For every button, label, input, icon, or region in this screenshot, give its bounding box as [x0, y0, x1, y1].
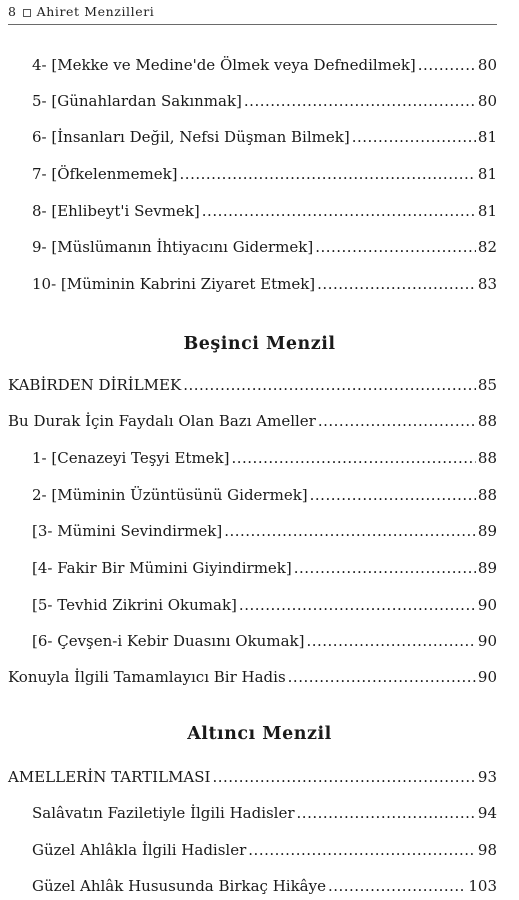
toc-entry-page: 83: [477, 275, 497, 293]
leader-dots: [231, 449, 475, 467]
leader-dots: [315, 238, 476, 256]
toc-entry-title: Güzel Ahlâkla İlgili Hadisler: [32, 841, 247, 859]
toc-entry-page: 82: [477, 238, 497, 256]
leader-dots: [244, 92, 476, 110]
book-title: Ahiret Menzilleri: [36, 4, 155, 19]
toc-entry-title: 9- [Müslümanın İhtiyacını Gidermek]: [32, 238, 314, 256]
toc-entry-title: 5- [Günahlardan Sakınmak]: [32, 92, 242, 110]
toc-entry-title: Salâvatın Faziletiyle İlgili Hadisler: [32, 804, 295, 822]
toc-entry-title: [6- Çevşen-i Kebir Duasını Okumak]: [32, 632, 305, 650]
toc-entry-title: 10- [Müminin Kabrini Ziyaret Etmek]: [32, 275, 316, 293]
toc-entry-page: 98: [477, 841, 497, 859]
toc-entry-page: 80: [477, 56, 497, 74]
toc-entry-title: Güzel Ahlâk Hususunda Birkaç Hikâye: [32, 877, 326, 895]
leader-dots: [288, 668, 476, 686]
toc-entry-page: 94: [477, 804, 497, 822]
leader-dots: [328, 877, 466, 895]
toc-entry[interactable]: [0, 161, 497, 183]
toc-entry-page: 88: [477, 486, 497, 504]
toc-entry-title: 2- [Müminin Üzüntüsünü Gidermek]: [32, 486, 308, 504]
leader-dots: [297, 804, 476, 822]
toc-entry-page: 81: [477, 128, 497, 146]
toc-entry-title: 8- [Ehlibeyt'i Sevmek]: [32, 202, 200, 220]
toc-entry-page: 89: [477, 522, 497, 540]
toc-entry-page: 80: [477, 92, 497, 110]
toc-entry[interactable]: [0, 837, 497, 859]
toc-entry[interactable]: [0, 628, 497, 650]
toc-entry[interactable]: [0, 198, 497, 220]
toc-entry[interactable]: [0, 482, 497, 504]
running-header: [8, 4, 497, 25]
leader-dots: [248, 841, 476, 859]
toc-entry-title: Konuyla İlgili Tamamlayıcı Bir Hadis: [8, 668, 286, 686]
toc-entry[interactable]: [0, 372, 497, 394]
toc-entry[interactable]: [0, 445, 497, 467]
toc-entry-page: 81: [477, 165, 497, 183]
toc-entry-page: 93: [477, 768, 497, 786]
toc-entry-page: 89: [477, 559, 497, 577]
toc-entry-page: 103: [468, 877, 497, 895]
toc-entry-title: Bu Durak İçin Faydalı Olan Bazı Ameller: [8, 412, 316, 430]
toc-entry-title: 4- [Mekke ve Medine'de Ölmek veya Defnedilmek]: [32, 56, 416, 74]
toc-entry[interactable]: [0, 664, 497, 686]
toc-entry-page: 90: [477, 596, 497, 614]
toc-entry-page: 85: [477, 376, 497, 394]
toc-entry[interactable]: [0, 555, 497, 577]
leader-dots: [352, 128, 476, 146]
leader-dots: [306, 632, 475, 650]
toc-entry-title: 7- [Öfkelenmemek]: [32, 165, 178, 183]
toc-entry[interactable]: [0, 800, 497, 822]
toc-entry[interactable]: [0, 764, 497, 786]
toc-entry-title: [5- Tevhid Zikrini Okumak]: [32, 596, 237, 614]
toc-entry-title: KABİRDEN DİRİLMEK: [8, 376, 182, 394]
toc-entry-page: 90: [477, 668, 497, 686]
toc-entry[interactable]: [0, 124, 497, 146]
toc-entry[interactable]: [0, 408, 497, 430]
section-heading: Beşinci Menzil: [183, 334, 336, 354]
toc-entry[interactable]: [0, 234, 497, 256]
toc-entry[interactable]: [0, 518, 497, 540]
toc-entry[interactable]: [0, 873, 497, 895]
leader-dots: [224, 522, 476, 540]
leader-dots: [239, 596, 476, 614]
toc-entry[interactable]: [0, 271, 497, 293]
toc-entry-page: 88: [477, 412, 497, 430]
square-separator-icon: [23, 9, 31, 17]
leader-dots: [418, 56, 476, 74]
leader-dots: [180, 165, 476, 183]
toc-entry-title: [4- Fakir Bir Mümini Giyindirmek]: [32, 559, 292, 577]
section-heading: Altıncı Menzil: [187, 724, 332, 744]
toc-entry-page: 88: [477, 449, 497, 467]
toc-entry-title: [3- Mümini Sevindirmek]: [32, 522, 223, 540]
leader-dots: [317, 275, 476, 293]
page-number: 8: [8, 4, 17, 19]
leader-dots: [310, 486, 476, 504]
leader-dots: [183, 376, 476, 394]
toc-entry-title: 1- [Cenazeyi Teşyi Etmek]: [32, 449, 230, 467]
leader-dots: [318, 412, 476, 430]
toc-entry[interactable]: [0, 52, 497, 74]
toc-entry-title: AMELLERİN TARTILMASI: [8, 768, 211, 786]
leader-dots: [212, 768, 475, 786]
toc-entry[interactable]: [0, 592, 497, 614]
toc-entry[interactable]: [0, 88, 497, 110]
leader-dots: [294, 559, 476, 577]
toc-entry-title: 6- [İnsanları Değil, Nefsi Düşman Bilmek]: [32, 128, 350, 146]
leader-dots: [202, 202, 476, 220]
toc-entry-page: 90: [477, 632, 497, 650]
toc-entry-page: 81: [477, 202, 497, 220]
